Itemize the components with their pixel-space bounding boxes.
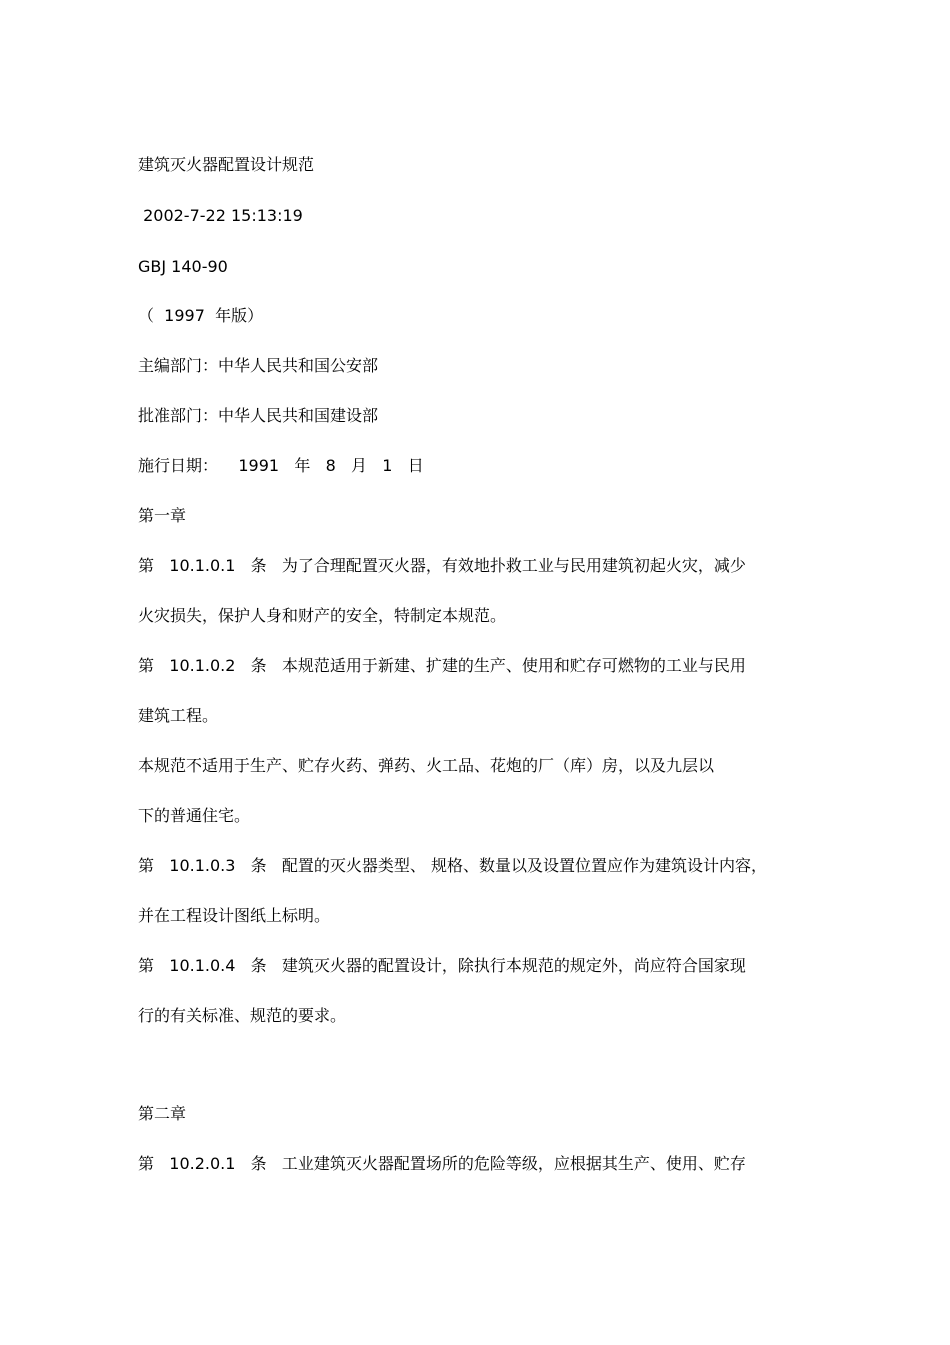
paragraph-line: 第 10.1.0.4 条 建筑灭火器的配置设计，除执行本规范的规定外，尚应符合国家现 (138, 956, 746, 975)
editor-department: 主编部门：中华人民共和国公安部 (138, 356, 379, 375)
document-datetime: 2002-7-22 15:13:19 (138, 206, 303, 225)
paragraph-line: 火灾损失，保护人身和财产的安全，特制定本规范。 (138, 606, 507, 625)
edition-year: （ 1997 年版） (138, 306, 264, 325)
paragraph-line: 建筑工程。 (138, 706, 219, 725)
effective-date: 施行日期： 1991 年 8 月 1 日 (138, 456, 424, 475)
paragraph-line: 行的有关标准、规范的要求。 (138, 1006, 347, 1025)
approval-department: 批准部门：中华人民共和国建设部 (138, 406, 379, 425)
document-title: 建筑灭火器配置设计规范 (138, 155, 315, 174)
paragraph-line: 第 10.1.0.2 条 本规范适用于新建、扩建的生产、使用和贮存可燃物的工业与民用 (138, 656, 746, 675)
standard-code: GBJ 140-90 (138, 257, 228, 276)
paragraph-line: 并在工程设计图纸上标明。 (138, 906, 331, 925)
paragraph-line: 第 10.1.0.3 条 配置的灭火器类型、 规格、数量以及设置位置应作为建筑设计内容， (138, 856, 768, 875)
chapter-heading: 第一章 (138, 506, 187, 525)
chapter-heading: 第二章 (138, 1104, 187, 1123)
paragraph-line: 第 10.2.0.1 条 工业建筑灭火器配置场所的危险等级，应根据其生产、使用、贮存 (138, 1154, 746, 1173)
paragraph-line: 本规范不适用于生产、贮存火药、弹药、火工品、花炮的厂（库）房，以及九层以 (138, 756, 715, 775)
paragraph-line: 第 10.1.0.1 条 为了合理配置灭火器，有效地扑救工业与民用建筑初起火灾，减少 (138, 556, 746, 575)
paragraph-line: 下的普通住宅。 (138, 806, 251, 825)
